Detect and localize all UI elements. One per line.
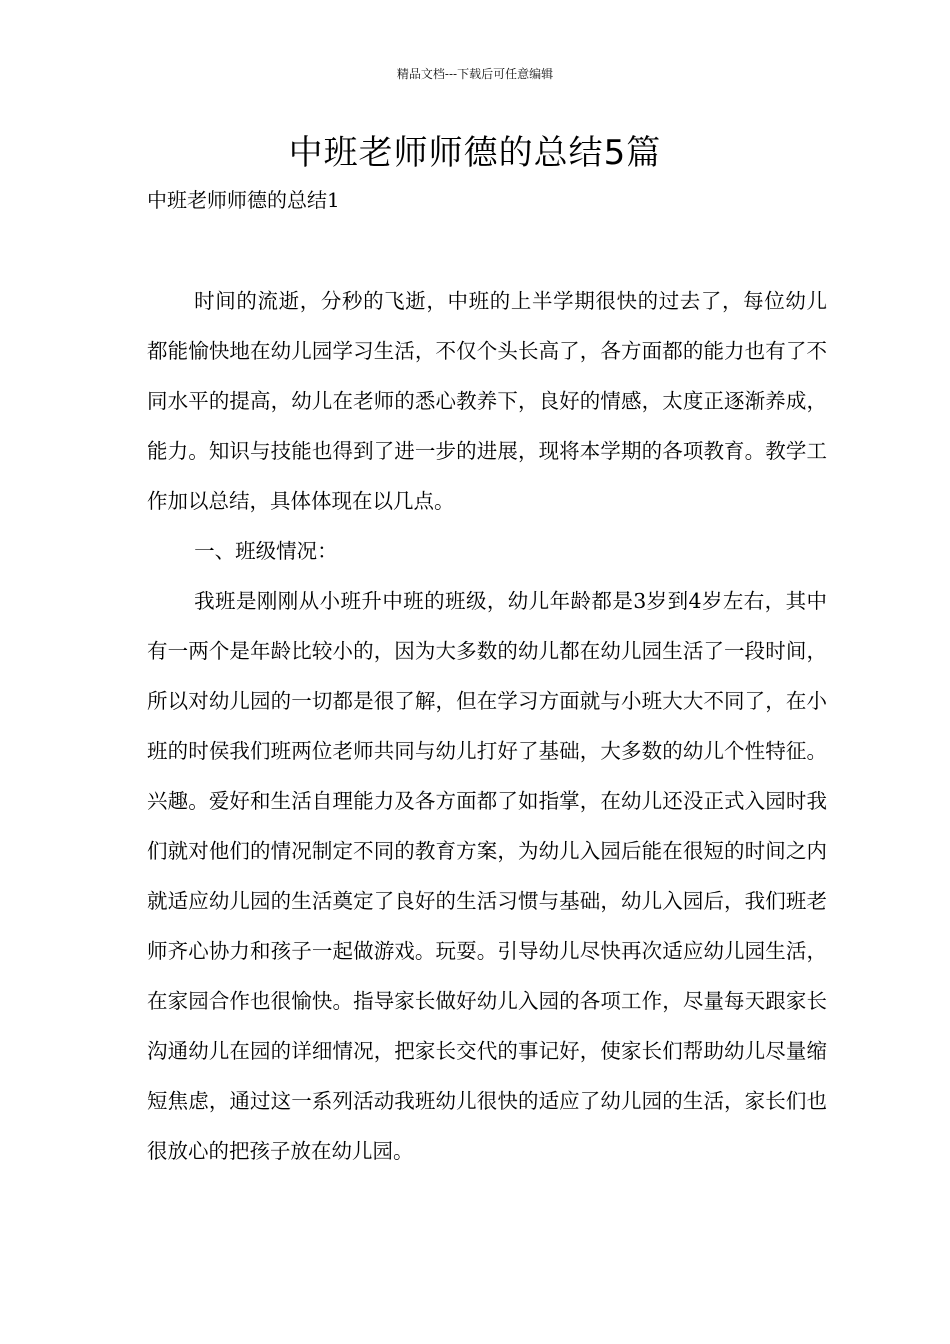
paragraph-class-situation: 我班是刚刚从小班升中班的班级，幼儿年龄都是3岁到4岁左右，其中有一两个是年龄比较小的，因为大多数的幼儿都在幼儿园生活了一段时间，所以对幼儿园的一切都是很了解，但在学习方面就与小班大大不同了，在小班的时侯我们班两位老师共同与幼儿打好了基础，大多数的幼儿个性特征。兴趣。爱好和生活自理能力及各方面都了如指掌，在幼儿还没正式入园时我们就对他们的情况制定不同的教育方案，为幼儿入园后能在很短的时间之内就适应幼儿园的生活奠定了良好的生活习惯与基础，幼儿入园后，我们班老师齐心协力和孩子一起做游戏。玩耍。引导幼儿尽快再次适应幼儿园生活，在家园合作也很愉快。指导家长做好幼儿入园的各项工作，尽量每天跟家长沟通幼儿在园的详细情况，把家长交代的事记好，使家长们帮助幼儿尽量缩短焦虑，通过这一系列活动我班幼儿很快的适应了幼儿园的生活，家长们也很放心的把孩子放在幼儿园。 (147, 589, 827, 1163)
section-title: 中班老师师德的总结1 (147, 188, 340, 212)
header-note: 精品文档---下载后可任意编辑 (396, 67, 554, 81)
paragraph-intro: 时间的流逝，分秒的飞逝，中班的上半学期很快的过去了，每位幼儿都能愉快地在幼儿园学习生活，不仅个头长高了，各方面都的能力也有了不同水平的提高，幼儿在老师的悉心教养下，良好的情感，太度正逐渐养成，能力。知识与技能也得到了进一步的进展，现将本学期的各项教育。教学工作加以总结，具体体现在以几点。 (147, 289, 827, 513)
document-title: 中班老师师德的总结5篇 (288, 133, 662, 173)
heading-class-situation: 一、班级情况： (194, 539, 338, 563)
